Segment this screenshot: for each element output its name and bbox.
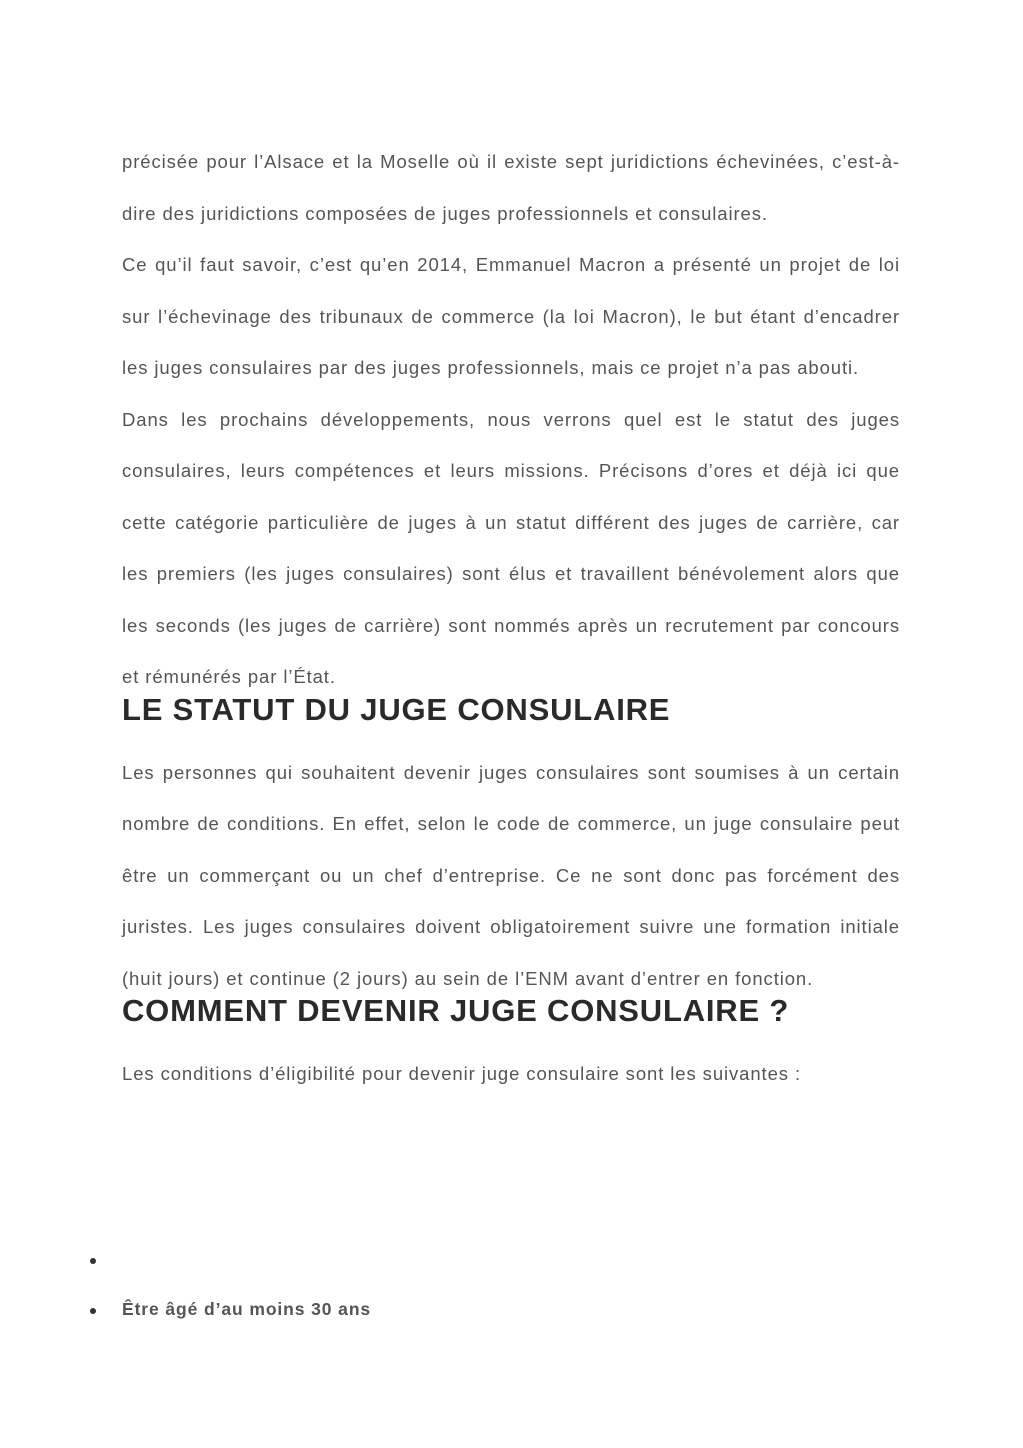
heading-devenir: COMMENT DEVENIR JUGE CONSULAIRE ?	[122, 993, 790, 1028]
paragraph-eligibilite: Les conditions d’éligibilité pour devenir juge consulaire sont les suivantes :	[122, 1063, 802, 1084]
bullet-icon	[90, 1308, 96, 1314]
document-body	[122, 136, 900, 1100]
heading-statut: LE STATUT DU JUGE CONSULAIRE	[122, 691, 671, 727]
paragraph-alsace-moselle: précisée pour l’Alsace et la Moselle où il existe sept juridictions échevinées, c’est-à-dire des juridictions composées de juges professionnels et consulaires.	[122, 151, 900, 224]
paragraph-loi-macron: Ce qu’il faut savoir, c’est qu’en 2014, Emmanuel Macron a présenté un projet de loi sur l’échevinage des tribunaux de commerce (la loi Macron), le but étant d’encadrer les juges consulaires par des juges professionnels, mais ce projet n’a pas abouti.	[122, 254, 900, 378]
list-item-text: Être âgé d’au moins 30 ans	[122, 1299, 372, 1319]
paragraph-developpements: Dans les prochains développements, nous verrons quel est le statut des juges consulaires, leurs compétences et leurs missions. Précisons d’ores et déjà ici que cette catégorie particulière de juges à un statut différent des juges de carrière, car les premiers (les juges consulaires) sont élus et travaillent bénévolement alors que les seconds (les juges de carrière) sont nommés après un recrutement par concours et rémunérés par l’État.	[122, 408, 900, 687]
paragraph-conditions: Les personnes qui souhaitent devenir juges consulaires sont soumises à un certain nombre de conditions. En effet, selon le code de commerce, un juge consulaire peut être un commerçant ou un chef d’entreprise. Ce ne sont donc pas forcément des juristes. Les juges consulaires doivent obligatoirement suivre une formation initiale (huit jours) et continue (2 jours) au sein de l’ENM avant d’entrer en fonction.	[122, 761, 900, 989]
bullet-icon	[90, 1258, 96, 1264]
